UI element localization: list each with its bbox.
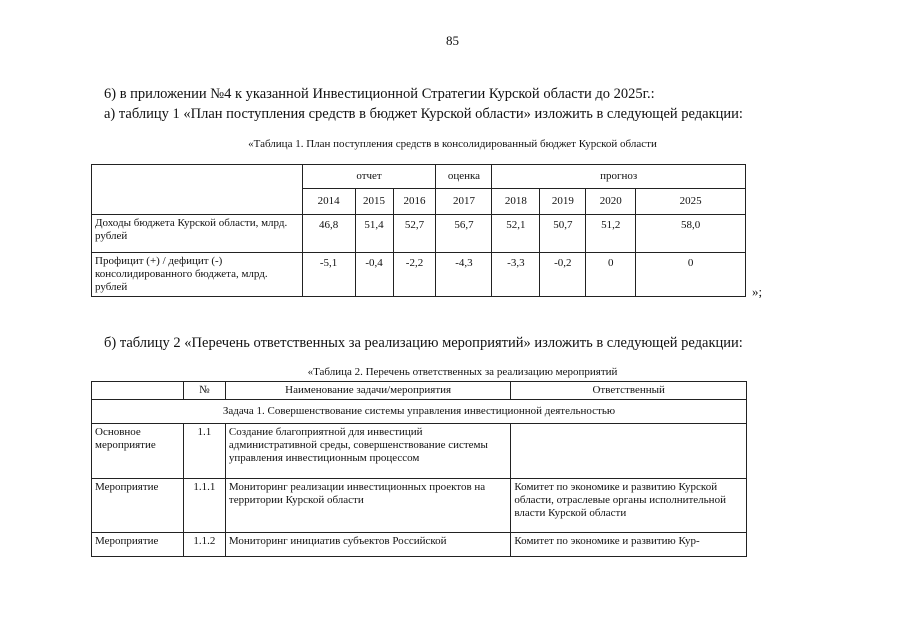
- group-estimate: оценка: [436, 165, 492, 189]
- activity-type: Мероприятие: [92, 479, 184, 533]
- table1-corner-cell: [92, 165, 303, 215]
- table2-caption: «Таблица 2. Перечень ответственных за реализацию мероприятий: [307, 366, 618, 378]
- paragraph-b: б) таблицу 2 «Перечень ответственных за реализацию мероприятий» изложить в следующей редакции:: [104, 335, 743, 351]
- year-header: 2016: [393, 189, 436, 215]
- value-cell: 52,7: [393, 215, 436, 253]
- value-cell: -5,1: [302, 253, 355, 297]
- value-cell: -3,3: [492, 253, 540, 297]
- year-header: 2019: [540, 189, 586, 215]
- activity-type: Основное мероприятие: [92, 424, 184, 479]
- activity-responsible: [511, 424, 747, 479]
- paragraph-6: 6) в приложении №4 к указанной Инвестиционной Стратегии Курской области до 2025г.:: [104, 86, 655, 102]
- activity-type: Мероприятие: [92, 533, 184, 557]
- activity-number: 1.1.2: [183, 533, 225, 557]
- header-number: №: [183, 382, 225, 400]
- responsibility-table: [91, 381, 747, 557]
- table-row: [92, 424, 747, 479]
- header-type: [92, 382, 184, 400]
- closing-quote: »;: [752, 284, 763, 299]
- activity-number: 1.1: [183, 424, 225, 479]
- value-cell: 46,8: [302, 215, 355, 253]
- revenue-plan-table: [91, 164, 746, 297]
- year-header: 2015: [355, 189, 393, 215]
- table2-header-row: [92, 382, 747, 400]
- value-cell: 52,1: [492, 215, 540, 253]
- value-cell: 0: [586, 253, 636, 297]
- activity-name: Создание благоприятной для инвестиций административной среды, совершенствование системы управления инвестиционным процессом: [225, 424, 510, 479]
- table-row: [92, 215, 746, 253]
- value-cell: 51,4: [355, 215, 393, 253]
- header-name: Наименование задачи/мероприятия: [225, 382, 510, 400]
- page-number: 85: [446, 33, 459, 48]
- value-cell: 0: [636, 253, 746, 297]
- task-title: Задача 1. Совершенствование системы управления инвестиционной деятельностью: [92, 400, 747, 424]
- year-header: 2018: [492, 189, 540, 215]
- table1-group-header: [92, 165, 746, 189]
- table1-caption: «Таблица 1. План поступления средств в консолидированный бюджет Курской области: [248, 138, 657, 150]
- year-header: 2017: [436, 189, 492, 215]
- table-row: [92, 479, 747, 533]
- activity-responsible: Комитет по экономике и развитию Кур-: [511, 533, 747, 557]
- value-cell: 50,7: [540, 215, 586, 253]
- value-cell: 51,2: [586, 215, 636, 253]
- row-label-revenue: Доходы бюджета Курской области, млрд. рублей: [92, 215, 303, 253]
- table-row: [92, 533, 747, 557]
- value-cell: -2,2: [393, 253, 436, 297]
- activity-responsible: Комитет по экономике и развитию Курской области, отраслевые органы исполнительной власти Курской области: [511, 479, 747, 533]
- value-cell: -0,2: [540, 253, 586, 297]
- activity-number: 1.1.1: [183, 479, 225, 533]
- value-cell: -0,4: [355, 253, 393, 297]
- table-row: [92, 253, 746, 297]
- row-label-surplus-deficit: Профицит (+) / дефицит (-) консолидированного бюджета, млрд. рублей: [92, 253, 303, 297]
- value-cell: 56,7: [436, 215, 492, 253]
- group-forecast: прогноз: [492, 165, 746, 189]
- task-row: [92, 400, 747, 424]
- header-responsible: Ответственный: [511, 382, 747, 400]
- year-header: 2014: [302, 189, 355, 215]
- value-cell: 58,0: [636, 215, 746, 253]
- activity-name: Мониторинг инициатив субъектов Российской: [225, 533, 510, 557]
- paragraph-a: а) таблицу 1 «План поступления средств в бюджет Курской области» изложить в следующей редакции:: [104, 106, 743, 122]
- year-header: 2020: [586, 189, 636, 215]
- value-cell: -4,3: [436, 253, 492, 297]
- year-header: 2025: [636, 189, 746, 215]
- activity-name: Мониторинг реализации инвестиционных проектов на территории Курской области: [225, 479, 510, 533]
- group-report: отчет: [302, 165, 436, 189]
